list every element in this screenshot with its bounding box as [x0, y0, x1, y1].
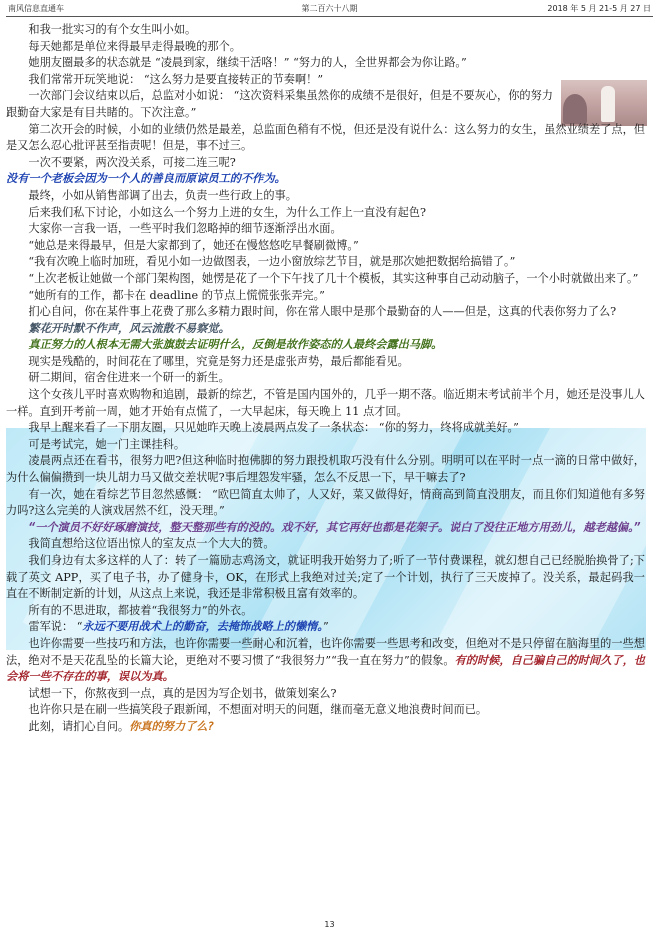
highlight-text: 没有一个老板会因为一个人的善良而原谅员工的不作为。 [6, 172, 286, 186]
issue-number: 第二百六十八期 [301, 4, 358, 13]
body-text: 一次不要紧，两次没关系，可接二连三呢? [28, 155, 236, 169]
paragraph [6, 288, 645, 305]
body-text: “上次老板让她做一个部门架构图，她愣是花了一个下午找了几十个模板，其实这种事自己动动脑子，一个小时就做出来了。” [28, 271, 639, 285]
highlight-text: 永远不要用战术上的勤奋，去掩饰战略上的懒惰。 [82, 620, 323, 634]
paragraph [6, 155, 645, 172]
paragraph [6, 487, 645, 520]
paragraph [6, 536, 645, 553]
paragraph [6, 603, 645, 620]
paragraph [6, 520, 645, 537]
paragraph [6, 205, 645, 222]
article-body [6, 22, 645, 736]
body-text: 第二次开会的时候，小如的业绩仍然是最差，总监面色稍有不悦，但还是没有说什么：这么努力的女生，虽然业绩差了点，但是又怎么忍心批评甚至指责呢！但是，事不过三。 [6, 122, 645, 153]
page-number: 13 [324, 920, 335, 929]
paragraph [6, 636, 645, 686]
body-text: “她所有的工作，都卡在 deadline 的节点上慌慌张张弄完。” [28, 288, 325, 302]
body-text: 也许你只是在刷一些搞笑段子跟新闻，不想面对明天的问题，继而毫无意义地浪费时间而已。 [28, 703, 488, 717]
highlight-text: 你真的努力了么? [129, 719, 215, 733]
body-text: 大家你一言我一语，一些平时我们忽略掉的细节逐渐浮出水面。 [28, 222, 342, 236]
body-text: 可是考试完，她一门主课挂科。 [28, 437, 186, 451]
highlight-text: “一个演员不好好琢磨演技，整天整那些有的没的。戏不好，其它再好也都是花架子。说白了没往正地方用劲儿，越老越偏。” [28, 520, 641, 534]
paragraph [6, 702, 645, 719]
paragraph [6, 420, 645, 437]
body-text: 雷军说： “ [28, 620, 83, 634]
body-text: 我们身边有太多这样的人了：转了一篇励志鸡汤文，就证明我开始努力了;听了一节付费课程，就幻想自己已经脱胎换骨了;下载了英文 APP，买了电子书，办了健身卡，OK，在形式上我绝对过关;定了一个计划，执行了三天废掉了。没关系，最起码我一直在不断制定新的计划，从这点上来说，我还是非常积极且富有效率的。 [6, 554, 645, 601]
body-text: 一次部门会议结束以后，总监对小如说： “这次资料采集虽然你的成绩不是很好，但是不要灰心，你的努力跟勤奋大家是有目共睹的。下次注意。” [6, 89, 553, 119]
body-text: 我们常常开玩笑地说： “这么努力是要直接转正的节奏啊！” [28, 72, 324, 86]
paragraph [6, 271, 645, 288]
body-text: 这个女孩儿平时喜欢购物和追剧，最新的综艺，不管是国内国外的，几乎一期不落。临近期末考试前半个月，她还是没事儿人一样。直到开考前一周，她才开始有点慌了，一大早起床，每天晚上 11 点才回。 [6, 388, 645, 418]
paragraph [6, 55, 645, 72]
paragraph [6, 337, 645, 354]
body-text: 我简直想给这位语出惊人的室友点一个大大的赞。 [28, 537, 275, 551]
paragraph [6, 719, 645, 736]
paragraph [6, 321, 645, 338]
body-text: 后来我们私下讨论，小如这么一个努力上进的女生，为什么工作上一直没有起色? [28, 205, 426, 219]
paragraph [6, 188, 645, 205]
body-text: ” [322, 620, 329, 634]
paragraph [6, 39, 645, 56]
highlight-text: 繁花开时默不作声，风云流散不易察觉。 [28, 321, 230, 335]
highlight-text: 真正努力的人根本无需大张旗鼓去证明什么，反倒是故作姿态的人最终会露出马脚。 [28, 338, 443, 352]
paragraph [6, 370, 645, 387]
paragraph [6, 254, 645, 271]
body-text: 最终，小如从销售部调了出去，负责一些行政上的事。 [28, 188, 297, 202]
paragraph [6, 88, 645, 121]
paragraph [6, 72, 645, 89]
paragraph [6, 453, 645, 486]
paragraph [6, 122, 645, 155]
newsletter-name: 南风信息直通车 [8, 4, 64, 13]
paragraph [6, 221, 645, 238]
body-text: 扪心自问，你在某件事上花费了那么多精力跟时间，你在常人眼中是那个最勤奋的人——但是，这真的代表你努力了么? [28, 305, 617, 319]
paragraph [6, 686, 645, 703]
paragraph [6, 171, 645, 188]
body-text: 也许你需要一些技巧和方法，也许你需要一些耐心和沉着，也许你需要一些思考和改变，但绝对不是只停留在脑海里的一些想法，绝对不是天花乱坠的长篇大论，更绝对不要习惯了“我很努力”“我一直在努力”的假象。 [6, 636, 645, 667]
body-text: 试想一下，你熬夜到一点，真的是因为写企划书，做策划案么? [28, 686, 337, 700]
paragraph [6, 387, 645, 420]
body-text: 有一次，她在看综艺节目忽然感慨： “欧巴简直太帅了，人又好，菜又做得好，情商高到简直没朋友，而且你们知道他有多努力吗?这么完美的人演戏居然不红，没天理。” [6, 487, 645, 518]
body-text: 此刻，请扪心自问。 [28, 719, 130, 733]
body-text: “她总是来得最早，但是大家都到了，她还在慢悠悠吃早餐刷微博。” [28, 238, 359, 252]
paragraph [6, 304, 645, 321]
highlight-text: 有的时候，自己骗自己的时间久了，也会将一些不存在的事，误以为真。 [6, 653, 645, 684]
body-text: 研二期间，宿舍住进来一个研一的新生。 [28, 371, 230, 385]
body-text: 和我一批实习的有个女生叫小如。 [28, 23, 197, 36]
body-text: 现实是残酷的，时间花在了哪里，究竟是努力还是虚张声势，最后都能看见。 [28, 354, 409, 368]
paragraph [6, 437, 645, 454]
paragraph [6, 22, 645, 39]
paragraph [6, 619, 645, 636]
body-text: “我有次晚上临时加班，看见小如一边做图表，一边小窗放综艺节目，就是那次她把数据给搞错了。” [28, 255, 516, 269]
paragraph [6, 238, 645, 255]
date-range: 2018 年 5 月 21-5 月 27 日 [547, 4, 651, 13]
body-text: 凌晨两点还在看书，很努力吧?但这种临时抱佛脚的努力跟投机取巧没有什么分别。明明可以在平时一点一滴的日常中做好，为什么偏偏攒到一块儿胡力马又做交差状呢?事后埋怨发牢骚，怎么不反思一下，早干嘛去了? [6, 454, 645, 485]
body-text: 她朋友圈最多的状态就是 “凌晨到家，继续干活咯！” “努力的人，全世界都会为你让路。” [28, 56, 467, 70]
body-text: 我早上醒来看了一下朋友圈，只见她昨天晚上凌晨两点发了一条状态： “你的努力，终将成就美好。” [28, 421, 519, 435]
page-header [8, 3, 651, 15]
paragraph [6, 354, 645, 371]
body-text: 所有的不思进取，都披着“我很努力”的外衣。 [28, 603, 253, 617]
header-divider [6, 16, 653, 17]
paragraph [6, 553, 645, 603]
body-text: 每天她都是单位来得最早走得最晚的那个。 [28, 39, 241, 53]
